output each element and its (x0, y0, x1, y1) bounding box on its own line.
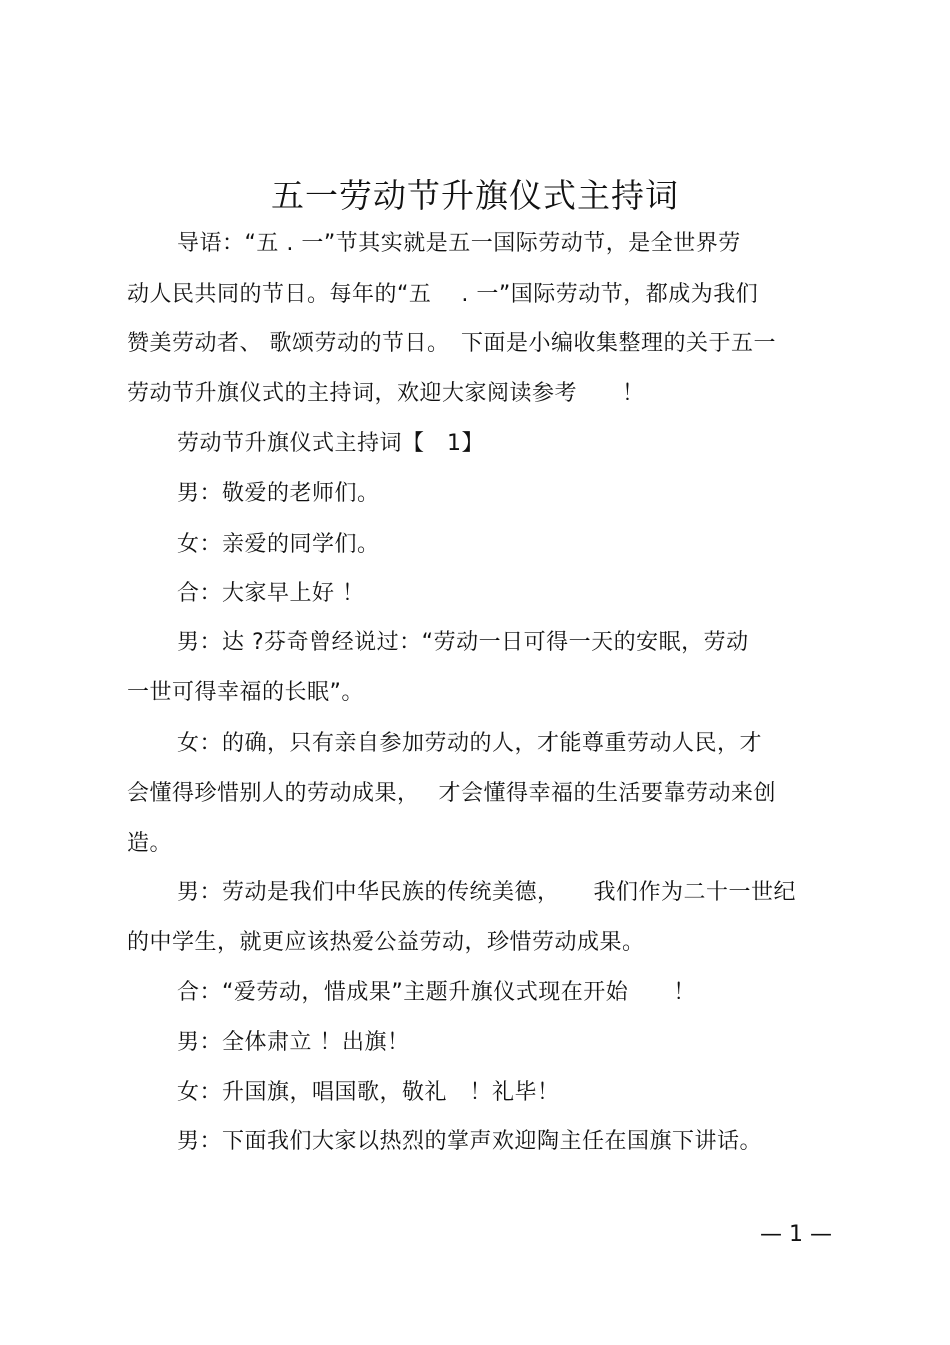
dialogue-line-continued: 一世可得幸福的长眠”。 (127, 680, 364, 705)
intro-line-4: 劳动节升旗仪式的主持词，欢迎大家阅读参考 ！ (127, 381, 645, 406)
document-title: 五一劳动节升旗仪式主持词 (271, 176, 679, 215)
dialogue-line: 男：下面我们大家以热烈的掌声欢迎陶主任在国旗下讲话。 (177, 1129, 763, 1154)
dialogue-line: 男：敬爱的老师们。 (177, 481, 380, 506)
dialogue-line-continued: 造。 (127, 831, 173, 856)
dialogue-line: 合：大家早上好 ！ (177, 581, 365, 606)
page-number: — 1 — (760, 1222, 832, 1247)
intro-line-3: 赞美劳动者、 歌颂劳动的节日。 下面是小编收集整理的关于五一 (127, 331, 776, 356)
dialogue-line: 女：升国旗，唱国歌，敬礼 ！礼毕！ (177, 1080, 560, 1105)
dialogue-line-continued: 的中学生，就更应该热爱公益劳动，珍惜劳动成果。 (127, 930, 645, 955)
dialogue-line: 女：的确，只有亲自参加劳动的人，才能尊重劳动人民，才 (177, 731, 763, 756)
dialogue-line: 合：“爱劳动，惜成果”主题升旗仪式现在开始 ！ (177, 980, 696, 1005)
dialogue-line: 男：劳动是我们中华民族的传统美德， 我们作为二十一世纪 (177, 880, 797, 905)
intro-line-1: 导语：“五 . 一”节其实就是五一国际劳动节，是全世界劳 (177, 231, 741, 256)
section-heading: 劳动节升旗仪式主持词【 1】 (177, 431, 484, 456)
dialogue-line: 男：全体肃立 ！出旗！ (177, 1030, 410, 1055)
dialogue-line: 女：亲爱的同学们。 (177, 532, 380, 557)
dialogue-line: 男：达 ?芬奇曾经说过：“劳动一日可得一天的安眠，劳动 (177, 630, 749, 655)
dialogue-line-continued: 会懂得珍惜别人的劳动成果， 才会懂得幸福的生活要靠劳动来创 (127, 781, 776, 806)
intro-line-2: 动人民共同的节日。每年的“五 . 一”国际劳动节，都成为我们 (127, 282, 759, 307)
